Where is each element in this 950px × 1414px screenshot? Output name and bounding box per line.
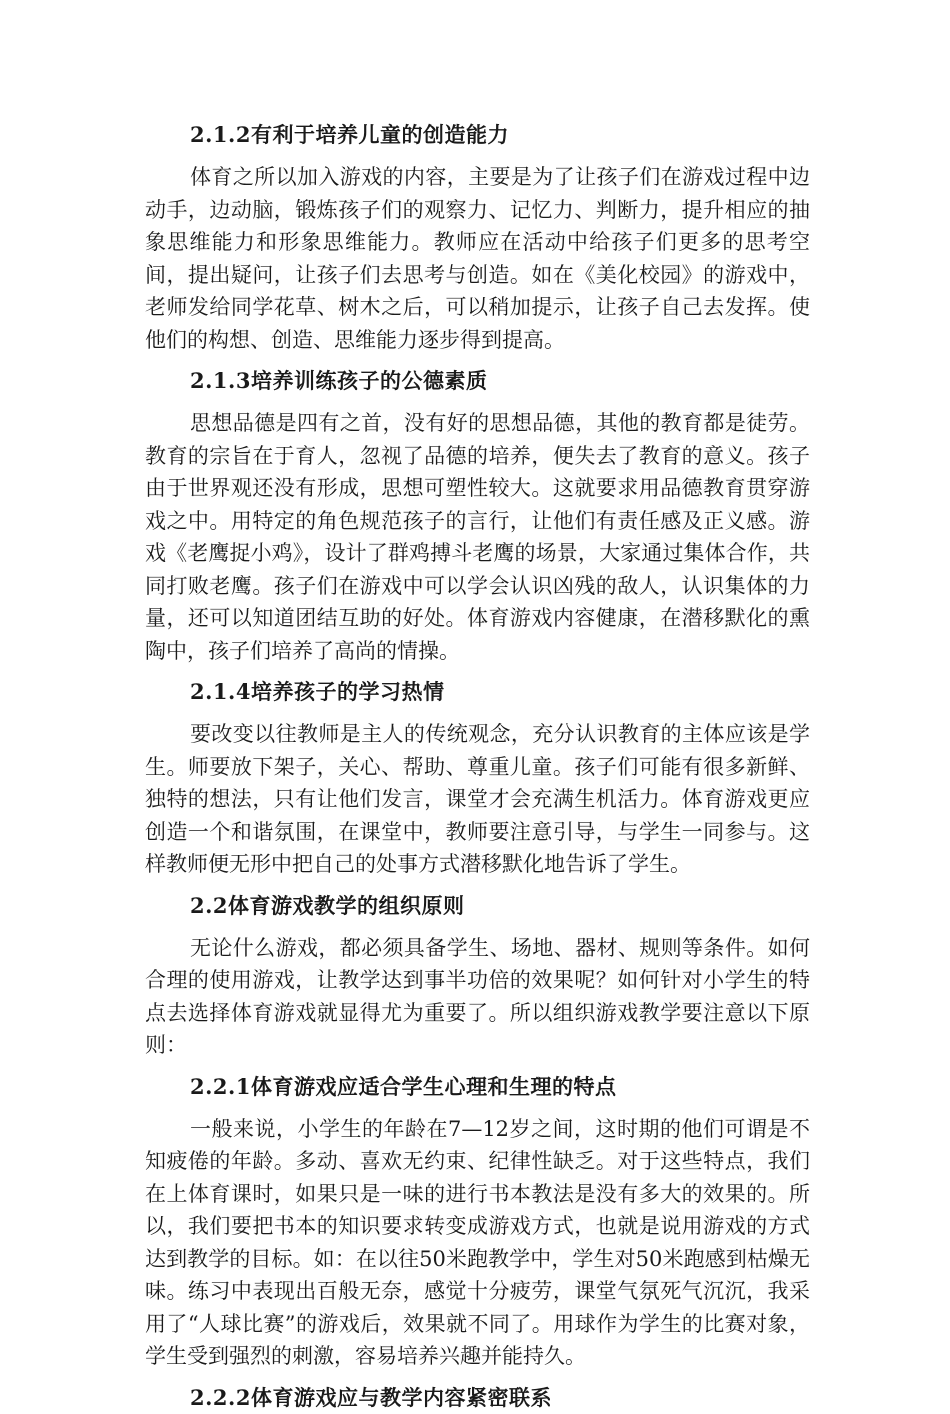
section-paragraph-2-2: 无论什么游戏，都必须具备学生、场地、器材、规则等条件。如何合理的使用游戏，让教学达到事半功倍的效果呢？如何针对小学生的特点去选择体育游戏就显得尤为重要了。所以组织游戏教学要注意以下原则： [145,935,810,1057]
section-heading-2-1-4: 2.1.4培养孩子的学习热情 [190,679,445,704]
section-heading-2-2: 2.2体育游戏教学的组织原则 [190,892,465,918]
section-paragraph-2-2-1: 一般来说，小学生的年龄在7—12岁之间，这时期的他们可谓是不知疲倦的年龄。多动、喜欢无约束、纪律性缺乏。对于这些特点，我们在上体育课时，如果只是一味的进行书本教法是没有多大的效果的。所以，我们要把书本的知识要求转变成游戏方式，也就是说用游戏的方式达到教学的目标。如：在以往50米跑教学中，学生对50米跑感到枯燥无味。练习中表现出百般无奈，感觉十分疲劳，课堂气氛死气沉沉，我采用了“人球比赛”的游戏后，效果就不同了。用球作为学生的比赛对象，学生受到强烈的刺激，容易培养兴趣并能持久。 [145,1116,810,1368]
section-heading-2-1-2: 2.1.2有利于培养儿童的创造能力 [190,122,509,147]
section-heading-2-2-1: 2.2.1体育游戏应适合学生心理和生理的特点 [190,1073,617,1099]
document-body [145,118,810,1414]
section-paragraph-2-1-2: 体育之所以加入游戏的内容，主要是为了让孩子们在游戏过程中边动手，边动脑，锻炼孩子们的观察力、记忆力、判断力，提升相应的抽象思维能力和形象思维能力。教师应在活动中给孩子们更多的思考空间，提出疑问，让孩子们去思考与创造。如在《美化校园》的游戏中，老师发给同学花草、树木之后，可以稍加提示，让孩子自己去发挥。使他们的构想、创造、思维能力逐步得到提高。 [145,165,810,352]
section-heading-2-2-2: 2.2.2体育游戏应与教学内容紧密联系 [190,1384,552,1410]
section-paragraph-2-1-4: 要改变以往教师是主人的传统观念，充分认识教育的主体应该是学生。师要放下架子，关心、帮助、尊重儿童。孩子们可能有很多新鲜、独特的想法，只有让他们发言，课堂才会充满生机活力。体育游戏更应创造一个和谐氛围，在课堂中，教师要注意引导，与学生一同参与。这样教师便无形中把自己的处事方式潜移默化地告诉了学生。 [145,722,810,876]
section-paragraph-2-1-3: 思想品德是四有之首，没有好的思想品德，其他的教育都是徒劳。教育的宗旨在于育人，忽视了品德的培养，便失去了教育的意义。孩子由于世界观还没有形成，思想可塑性较大。这就要求用品德教育贯穿游戏之中。用特定的角色规范孩子的言行，让他们有责任感及正义感。游戏《老鹰捉小鸡》，设计了群鸡搏斗老鹰的场景，大家通过集体合作，共同打败老鹰。孩子们在游戏中可以学会认识凶残的敌人，认识集体的力量，还可以知道团结互助的好处。体育游戏内容健康，在潜移默化的熏陶中，孩子们培养了高尚的情操。 [145,411,810,663]
section-heading-2-1-3: 2.1.3培养训练孩子的公德素质 [190,368,488,393]
